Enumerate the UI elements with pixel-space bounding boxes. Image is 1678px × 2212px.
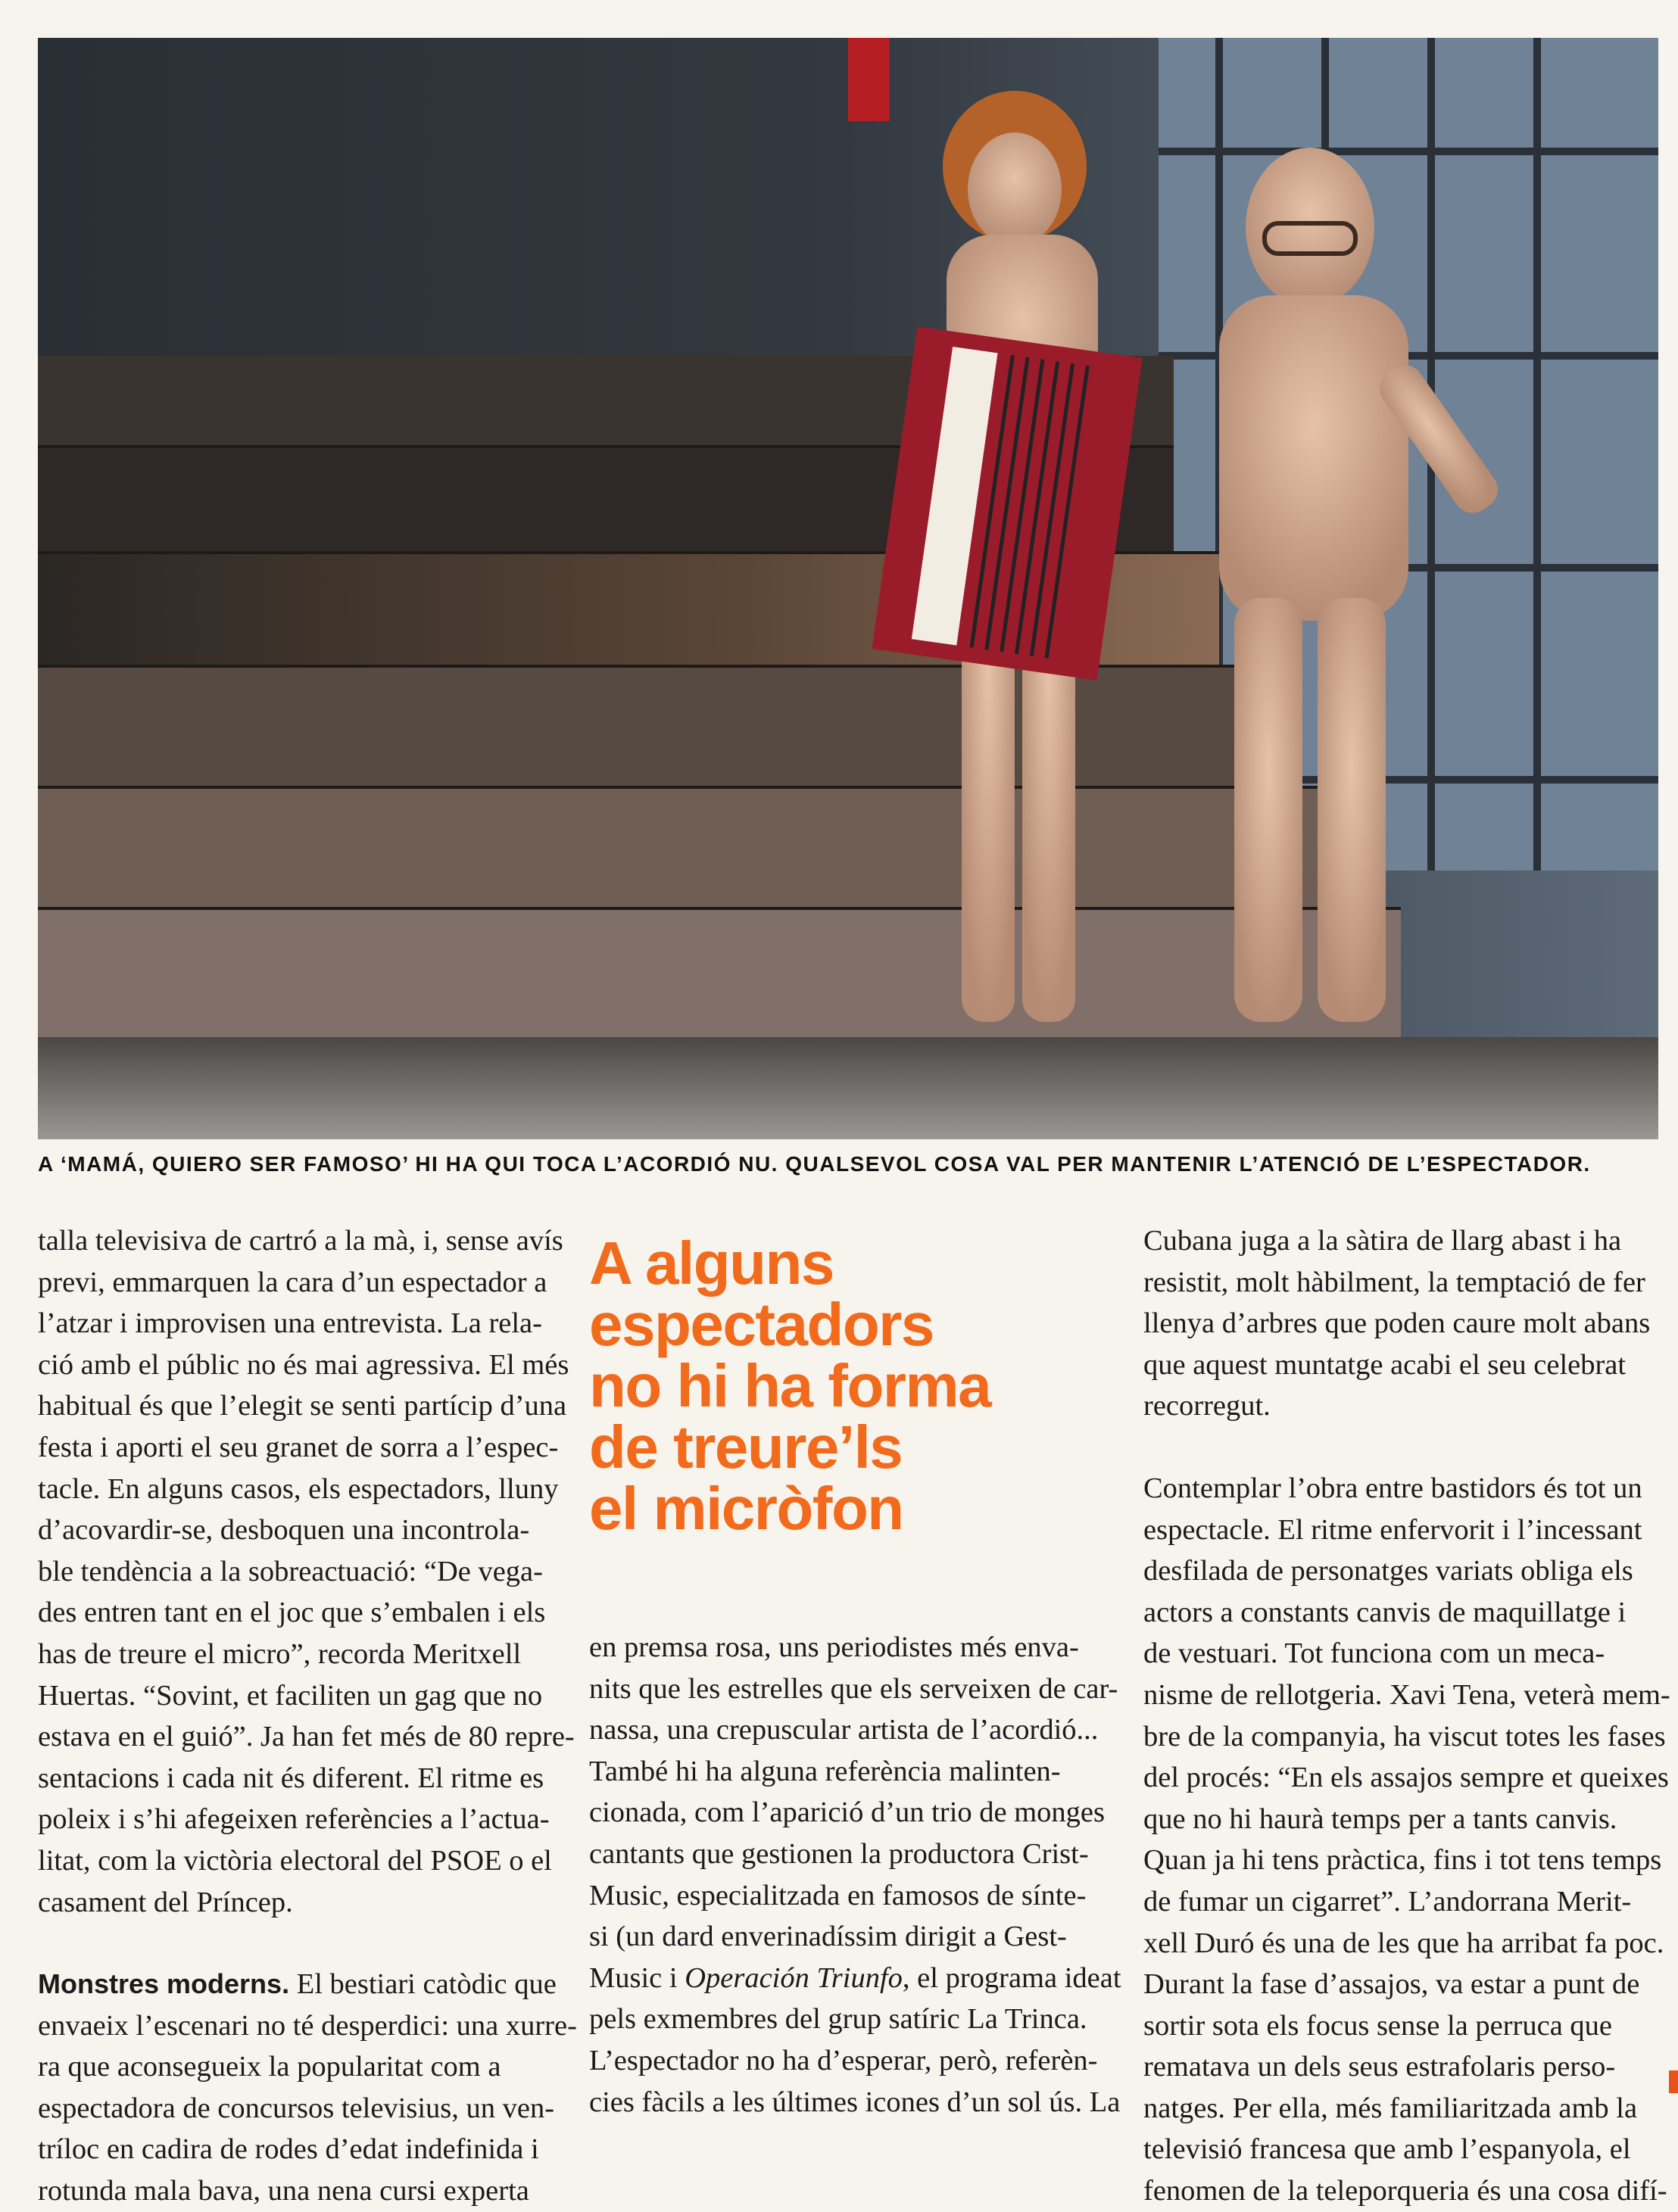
article-column-3 [1143, 1220, 1670, 2212]
pull-quote-line: A alguns [589, 1229, 834, 1297]
pull-quote-line: no hi ha forma [589, 1352, 991, 1419]
text-line: envaeix l’escenari no té desperdici: una xurre- [38, 2009, 577, 2042]
text-line: ció amb el públic no és mai agressiva. El més [38, 1348, 569, 1381]
text-line: tacle. En alguns casos, els espectadors, lluny [38, 1472, 559, 1505]
text-line: nisme de rellotgeria. Xavi Tena, veterà mem- [1143, 1678, 1670, 1711]
text-line: llenya d’arbres que poden caure molt abans [1143, 1307, 1651, 1340]
text-line: del procés: “En els assajos sempre et queixes [1143, 1762, 1669, 1794]
text-line: sortir sota els focus sense la perruca que [1143, 2009, 1612, 2042]
text-line: espectacle. El ritme enfervorit i l’incessant [1143, 1513, 1642, 1546]
text-line: Durant la fase d’assajos, va estar a punt de [1143, 1968, 1640, 2001]
text-line: si (un dard enverinadíssim dirigit a Gest- [589, 1921, 1067, 1953]
column-1-paragraph-2 [38, 1964, 577, 2212]
text-line: desfilada de personatges variats obliga els [1143, 1555, 1633, 1587]
text-line: fenomen de la teleporqueria és una cosa difí- [1143, 2175, 1667, 2207]
text-line: resistit, molt hàbilment, la temptació de fer [1143, 1266, 1645, 1298]
text-line: Huertas. “Sovint, et faciliten un gag que no [38, 1679, 543, 1712]
paragraph-gap [38, 1923, 549, 1964]
text-line: ble tendència a la sobreactuació: “De vega- [38, 1555, 543, 1587]
text-line: natges. Per ella, més familiaritzada amb la [1143, 2092, 1638, 2124]
text-line: televisió francesa que amb l’espanyola, el [1143, 2133, 1631, 2166]
text-line: ra que aconsegueix la popularitat com a [38, 2051, 501, 2083]
column-3-paragraph-1 [1143, 1220, 1658, 1427]
paragraph-gap [1143, 1427, 1658, 1468]
text-line: de fumar un cigarret”. L’andorrana Merit- [1143, 1885, 1632, 1918]
text-line: rematava un dels seus estrafolaris perso- [1143, 2051, 1616, 2083]
text-line: estava en el guió”. Ja han fet més de 80 repre- [38, 1721, 575, 1753]
text-line: pels exmembres del grup satíric La Trinca. [589, 2003, 1087, 2036]
text-line: xell Duró és una de les que ha arribat fa poc. [1143, 1927, 1664, 1959]
text-line: L’espectador no ha d’esperar, però, referèn- [589, 2044, 1098, 2076]
text-line: cionada, com l’aparició d’un trio de monges [589, 1796, 1106, 1829]
text-line: Cubana juga a la sàtira de llarg abast i ha [1143, 1225, 1622, 1257]
text-line: nits que les estrelles que els serveixen de car- [589, 1672, 1118, 1705]
article-column-2 [589, 1627, 1121, 2123]
text-line: rotunda mala bava, una nena cursi experta [38, 2175, 529, 2207]
section-runin-heading: Monstres moderns. [38, 1968, 290, 2000]
text-line: tríloc en cadira de rodes d’edat indefinida i [38, 2133, 539, 2166]
text-fragment: El bestiari catòdic que [289, 1968, 557, 2001]
column-1-paragraph-1 [38, 1220, 575, 1923]
text-line: que no hi haurà temps per a tants canvis. [1143, 1802, 1617, 1835]
text-line: festa i aporti el seu granet de sorra a l’espec- [38, 1431, 559, 1463]
text-line: nassa, una crepuscular artista de l’acordió... [589, 1714, 1099, 1746]
text-line: litat, com la victòria electoral del PSOE o el [38, 1844, 552, 1877]
photo-caption: A ‘MAMÁ, QUIERO SER FAMOSO’ HI HA QUI TOCA L’ACORDIÓ NU. QUALSEVOL COSA VAL PER MANTENIR L’ATENCIÓ DE L’ESPECTADOR. [38, 1152, 1591, 1176]
text-line: previ, emmarquen la cara d’un espectador a [38, 1266, 547, 1298]
text-line: que aquest muntatge acabi el seu celebrat [1143, 1348, 1627, 1381]
text-line: Contemplar l’obra entre bastidors és tot un [1143, 1472, 1642, 1504]
pull-quote-line: de treure’ls [589, 1413, 903, 1481]
stage-photo [38, 38, 1658, 1139]
text-line: d’acovardir-se, desboquen una incontrola- [38, 1514, 530, 1547]
pull-quote-line: espectadors [589, 1291, 934, 1358]
text-line: Music, especialitzada en famosos de sínte- [589, 1879, 1087, 1911]
page-edge-marker [1669, 2070, 1678, 2093]
text-line: poleix i s’hi afegeixen referències a l’actua- [38, 1803, 550, 1836]
text-line: habitual és que l’elegit se senti partícip d’una [38, 1390, 567, 1422]
column-2-paragraph [589, 1627, 1121, 2123]
text-fragment: Music i [589, 1961, 685, 1994]
text-line: casament del Príncep. [38, 1886, 293, 1918]
text-line: des entren tant en el joc que s’embalen i els [38, 1597, 546, 1629]
text-line: actors a constants canvis de maquillatge i [1143, 1596, 1627, 1628]
text-line: has de treure el micro”, recorda Meritxell [38, 1637, 522, 1670]
text-line: bre de la companyia, ha viscut totes les fases [1143, 1720, 1666, 1752]
text-line: cantants que gestionen la productora Crist- [589, 1837, 1089, 1870]
text-line: en premsa rosa, uns periodistes més enva- [589, 1631, 1079, 1663]
text-line: espectadora de concursos televisius, un ven- [38, 2092, 555, 2124]
show-title-italic: Operación Triunfo [685, 1961, 903, 1994]
article-column-1 [38, 1220, 577, 2212]
text-line: talla televisiva de cartró a la mà, i, sense avís [38, 1225, 563, 1257]
pull-quote [589, 1229, 1112, 1542]
pull-quote-line: el micròfon [589, 1475, 903, 1542]
text-line: cies fàcils a les últimes icones d’un sol ús. La [589, 2086, 1121, 2118]
text-line: Quan ja hi tens pràctica, fins i tot tens temps [1143, 1844, 1662, 1877]
text-fragment: , el programa ideat [902, 1961, 1121, 1994]
text-line [589, 1958, 1121, 1999]
stage-photo-illustration [38, 38, 1658, 1139]
text-line: l’atzar i improvisen una entrevista. La rela- [38, 1307, 542, 1340]
text-line: També hi ha alguna referència malinten- [589, 1755, 1061, 1787]
text-line [38, 1964, 557, 2005]
column-3-paragraph-2 [1143, 1468, 1670, 2212]
text-line: sentacions i cada nit és diferent. El ritme es [38, 1762, 544, 1794]
text-line: de vestuari. Tot funciona com un meca- [1143, 1637, 1605, 1670]
text-line: recorregut. [1143, 1390, 1271, 1422]
